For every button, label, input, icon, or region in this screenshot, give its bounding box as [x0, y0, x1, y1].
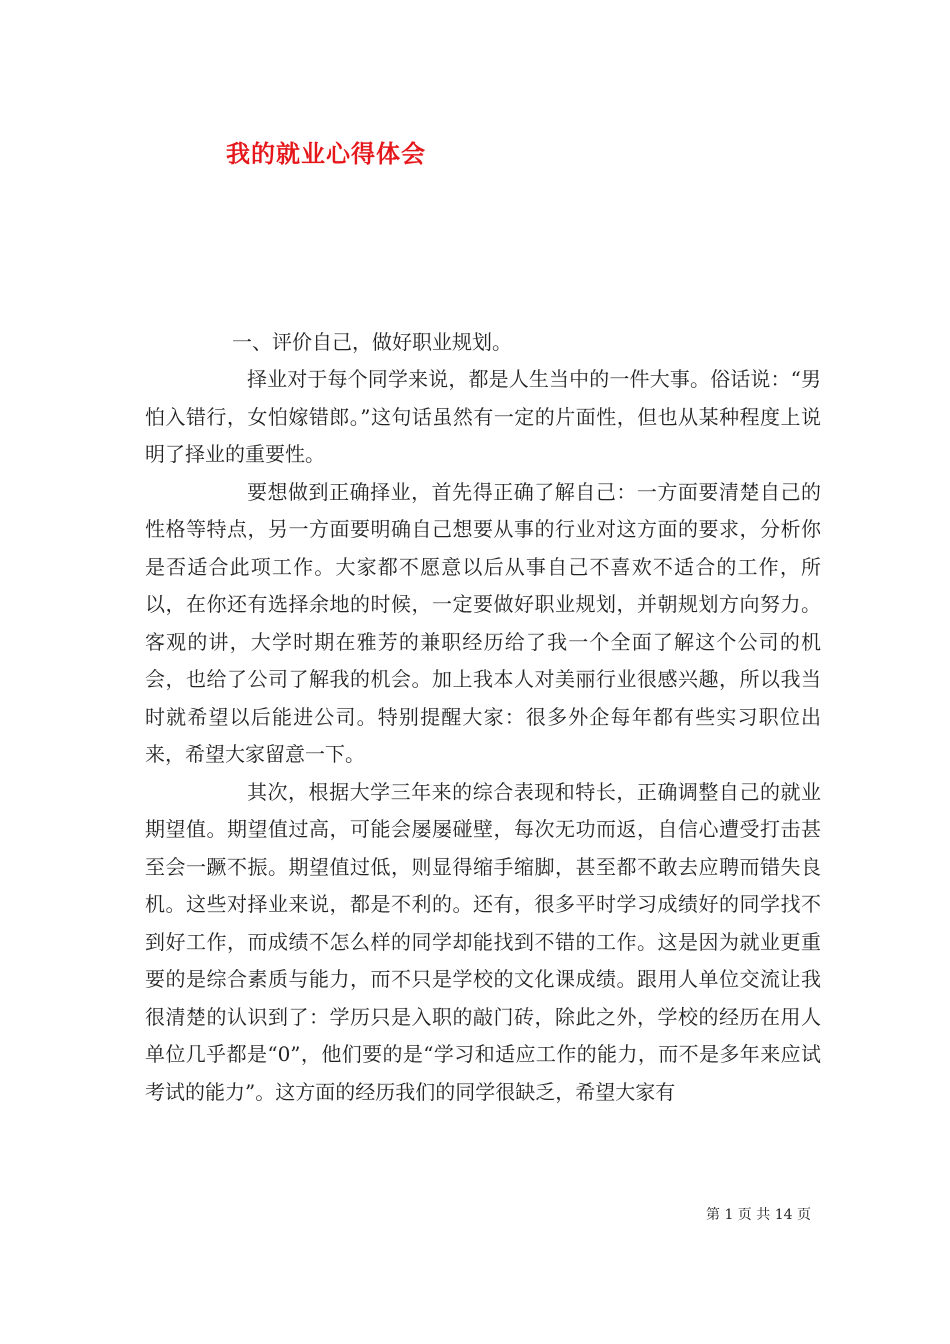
paragraph: 要想做到正确择业，首先得正确了解自己：一方面要清楚自己的性格等特点，另一方面要明确自己想要从事的行业对这方面的要求，分析你是否适合此项工作。大家都不愿意以后从事自己不喜欢不适合的工作，所以，在你还有选择余地的时候，一定要做好职业规划，并朝规划方向努力。客观的讲，大学时期在雅芳的兼职经历给了我一个全面了解这个公司的机会，也给了公司了解我的机会。加上我本人对美丽行业很感兴趣，所以我当时就希望以后能进公司。特别提醒大家：很多外企每年都有些实习职位出来，希望大家留意一下。 [145, 479, 821, 766]
paragraph: 其次，根据大学三年来的综合表现和特长，正确调整自己的就业期望值。期望值过高，可能会屡屡碰壁，每次无功而返，自信心遭受打击甚至会一蹶不振。期望值过低，则显得缩手缩脚，甚至都不敢去应聘而错失良机。这些对择业来说，都是不利的。还有，很多平时学习成绩好的同学找不到好工作，而成绩不怎么样的同学却能找到不错的工作。这是因为就业更重要的是综合素质与能力，而不只是学校的文化课成绩。跟用人单位交流让我很清楚的认识到了：学历只是入职的敲门砖，除此之外，学校的经历在用人单位几乎都是“0”，他们要的是“学习和适应工作的能力，而不是多年来应试考试的能力”。这方面的经历我们的同学很缺乏，希望大家有 [145, 779, 821, 1104]
section-heading: 一、评价自己，做好职业规划。 [232, 330, 512, 354]
document-title: 我的就业心得体会 [226, 139, 426, 168]
paragraph: 择业对于每个同学来说，都是人生当中的一件大事。俗话说：“男怕入错行，女怕嫁错郎。”这句话虽然有一定的片面性，但也从某种程度上说明了择业的重要性。 [145, 367, 821, 466]
document-body [145, 324, 821, 1111]
page-footer: 第 1 页 共 14 页 [706, 1207, 811, 1223]
